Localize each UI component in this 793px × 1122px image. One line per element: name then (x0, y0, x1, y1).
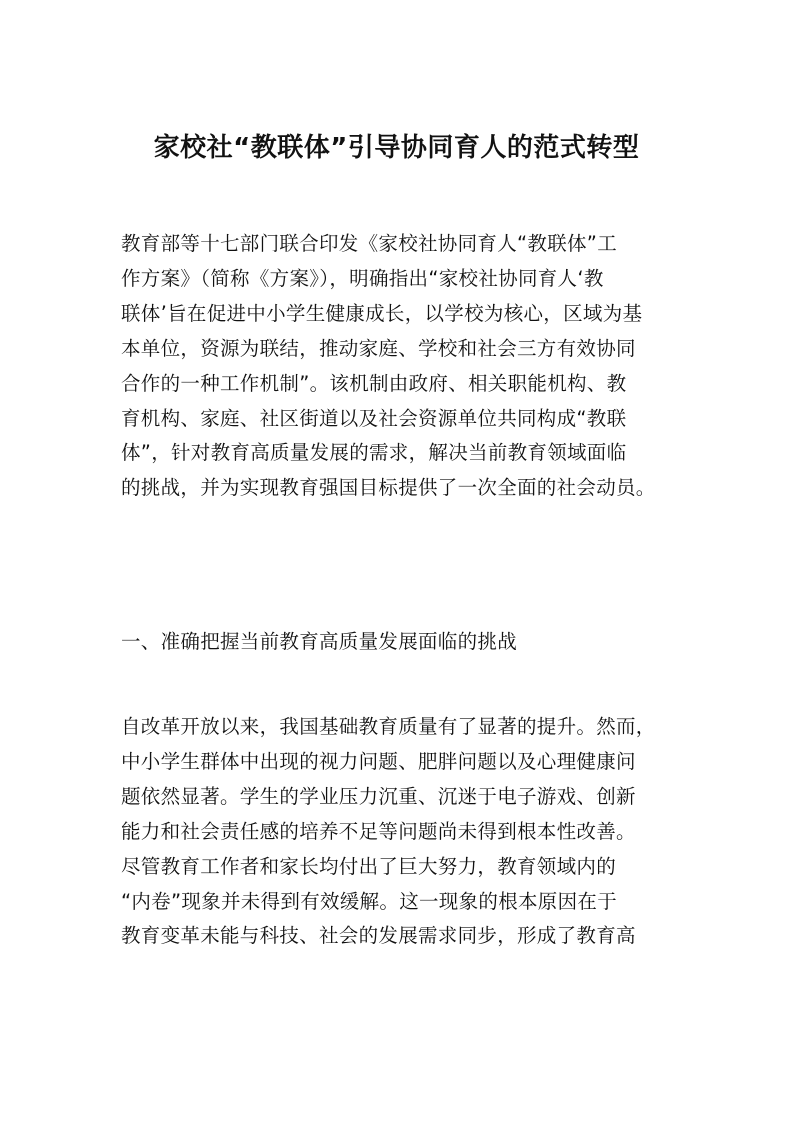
document-title: 家校社“教联体”引导协同育人的范式转型 (153, 133, 640, 163)
paragraph-line: 能力和社会责任感的培养不足等问题尚未得到根本性改善。 (121, 819, 636, 843)
intro-paragraph (121, 227, 681, 506)
paragraph-line: 本单位，资源为联结，推动家庭、学校和社会三方有效协同 (121, 336, 636, 360)
paragraph-line: 尽管教育工作者和家长均付出了巨大努力，教育领域内的 (121, 854, 617, 878)
paragraph-line: 教育部等十七部门联合印发《家校社协同育人“教联体”工 (121, 232, 618, 255)
body-paragraph (121, 710, 681, 954)
paragraph-line: 联体’旨在促进中小学生健康成长，以学校为核心，区域为基 (121, 301, 643, 325)
paragraph-line: 的挑战，并为实现教育强国目标提供了一次全面的社会动员。 (121, 476, 656, 500)
paragraph-line: 育机构、家庭、社区街道以及社会资源单位共同构成“教联 (121, 406, 627, 430)
paragraph-line: 自改革开放以来，我国基础教育质量有了显著的提升。然而， (121, 715, 656, 738)
paragraph-line: “内卷”现象并未得到有效缓解。这一现象的根本原因在于 (121, 889, 618, 913)
section-heading: 一、准确把握当前教育高质量发展面临的挑战 (121, 630, 518, 653)
paragraph-line: 教育变革未能与科技、社会的发展需求同步，形成了教育高 (121, 924, 636, 948)
paragraph-line: 作方案》（简称《方案》），明确指出“家校社协同育人‘教 (121, 266, 604, 290)
paragraph-line: 体”，针对教育高质量发展的需求，解决当前教育领域面临 (121, 441, 627, 465)
paragraph-line: 题依然显著。学生的学业压力沉重、沉迷于电子游戏、创新 (121, 784, 636, 808)
paragraph-line: 中小学生群体中出现的视力问题、肥胖问题以及心理健康问 (121, 749, 636, 773)
paragraph-line: 合作的一种工作机制”。该机制由政府、相关职能机构、教 (121, 371, 627, 395)
